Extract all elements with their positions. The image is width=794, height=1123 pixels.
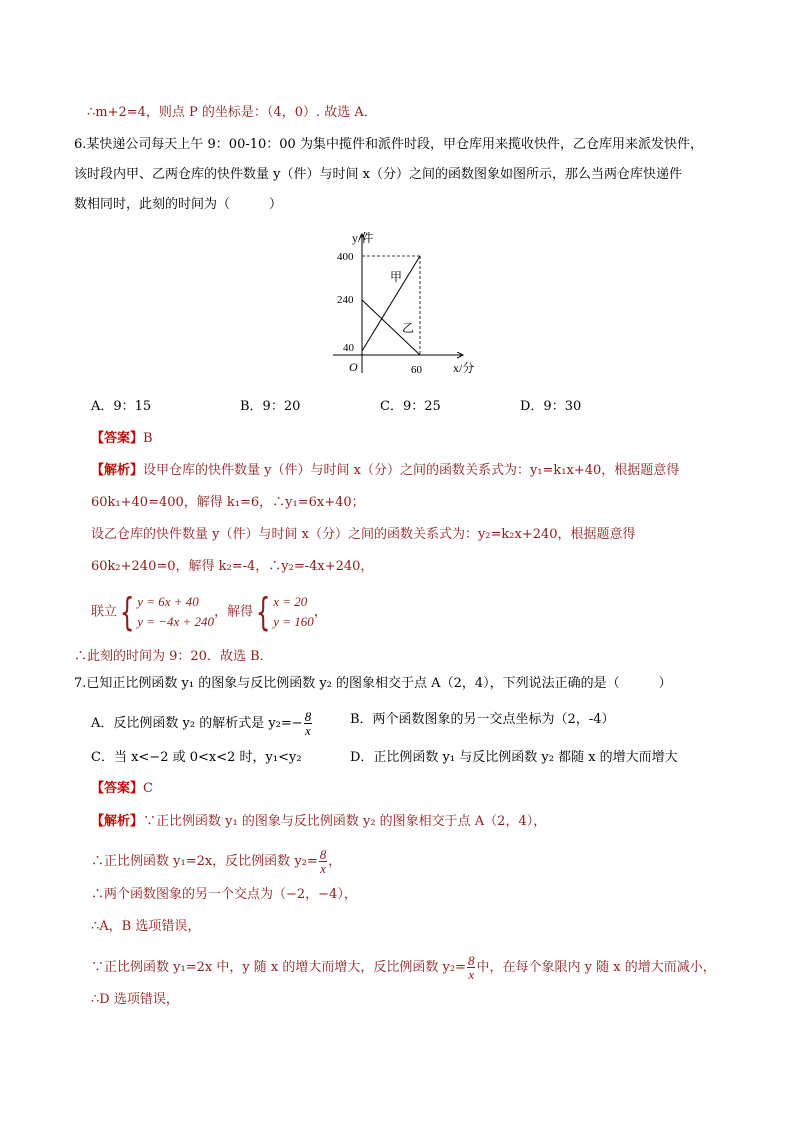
q6-option-c: C．9：25 xyxy=(380,399,441,414)
q7-analysis-line-4: ∴A，B 选项错误， xyxy=(91,919,201,934)
q7-analysis-line-1: 【解析】∵正比例函数 y₁ 的图象与反比例函数 y₂ 的图象相交于点 A（2，4）， xyxy=(91,814,547,829)
origin-label: O xyxy=(349,360,358,374)
q6-answer xyxy=(91,429,153,449)
answer-tag: 【答案】 xyxy=(91,431,144,446)
q7-stem: 7.已知正比例函数 y₁ 的图象与反比例函数 y₂ 的图象相交于点 A（2，4），下列说法正确的是（ ） xyxy=(74,676,672,691)
analysis-tag: 【解析】 xyxy=(91,463,144,478)
y-tick-400: 400 xyxy=(337,251,354,263)
q7-answer: 【答案】C xyxy=(91,781,153,796)
q6-option-d: D．9：30 xyxy=(520,399,582,414)
q7-option-d: D．正比例函数 y₁ 与反比例函数 y₂ 都随 x 的增大而增大 xyxy=(350,750,678,765)
q7-option-b: B．两个函数图象的另一交点坐标为（2，-4） xyxy=(350,712,615,727)
q6-equation-system: 联立{ y = 6x + 40 y = −4x + 240 ，解得{ x = 20 y = 160 ， xyxy=(91,590,327,634)
q7-option-c: C．当 x<−2 或 0<x<2 时，y₁<y₂ xyxy=(91,750,302,765)
q6-option-a: A．9：15 xyxy=(91,399,152,414)
y-tick-240: 240 xyxy=(337,294,354,306)
q6-option-b: B．9：20 xyxy=(240,399,301,414)
q6-analysis-line-2: 60k₁+40=400，解得 k₁=6，∴y₁=6x+40； xyxy=(91,495,365,510)
y-tick-40: 40 xyxy=(343,342,354,354)
answer-value: B xyxy=(143,431,153,446)
q6-analysis-line-4: 60k₂+240=0，解得 k₂=-4，∴y₂=-4x+240， xyxy=(91,559,374,574)
q7-option-a: A．反比例函数 y₂ 的解析式是 y₂=− $\frac{8}{x}$ xyxy=(91,709,312,738)
line-jia-label: 甲 xyxy=(390,270,403,284)
q6-stem-line-3: 数相同时，此刻的时间为（ ） xyxy=(74,197,283,212)
line-yi-label: 乙 xyxy=(402,321,415,335)
x-tick-60: 60 xyxy=(411,364,422,376)
q6-conclusion: ∴此刻的时间为 9：20．故选 B． xyxy=(74,649,273,664)
q6-stem-line-1: 6.某快递公司每天上午 9：00-10：00 为集中揽件和派件时段，甲仓库用来揽收快件，乙仓库用来派发快件， xyxy=(74,137,703,152)
q7-analysis-line-3: ∴两个函数图象的另一个交点为（−2，−4）， xyxy=(91,887,357,902)
y-axis-label: y/件 xyxy=(352,231,374,245)
q6-analysis-line-3: 设乙仓库的快件数量 y（件）与时间 x（分）之间的函数关系式为：y₂=k₂x+240，根据题意得 xyxy=(91,527,636,542)
q7-analysis-line-5: ∵正比例函数 y₁=2x 中，y 随 x 的增大而增大，反比例函数 y₂= $\frac{8}{x}$ 中，在每个象限内 y 随 x 的增大而减小， xyxy=(91,953,716,982)
q7-analysis-line-6: ∴D 选项错误， xyxy=(91,992,179,1007)
q6-function-graph xyxy=(325,228,485,378)
q6-stem-line-2: 该时段内甲、乙两仓库的快件数量 y（件）与时间 x（分）之间的函数图象如图所示，那么当两仓库快递件 xyxy=(74,167,682,182)
q6-analysis-line-1: 【解析】设甲仓库的快件数量 y（件）与时间 x（分）之间的函数关系式为：y₁=k₁x+40，根据题意得 xyxy=(91,463,680,478)
q7-analysis-line-2: ∴正比例函数 y₁=2x，反比例函数 y₂= $\frac{8}{x}$ ， xyxy=(91,847,342,876)
x-axis-label: x/分 xyxy=(453,361,475,375)
prev-conclusion: ∴m+2=4，则点 P 的坐标是：（4，0）. 故选 A． xyxy=(87,105,377,120)
